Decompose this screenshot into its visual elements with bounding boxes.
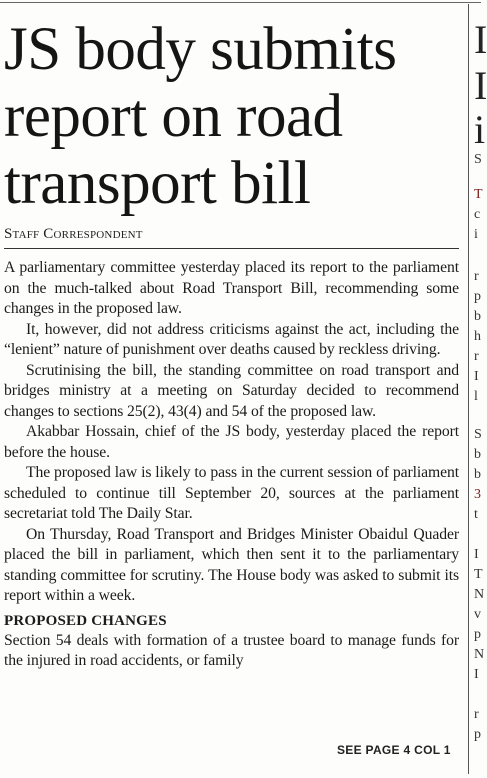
neighbor-fragment: S	[474, 427, 482, 442]
neighbor-fragment: I	[474, 17, 487, 62]
neighbor-fragment: c	[474, 207, 481, 222]
neighbor-fragment: i	[474, 107, 486, 152]
neighbor-fragment: h	[474, 329, 481, 344]
article	[4, 16, 459, 672]
neighbor-fragment: r	[474, 707, 479, 722]
neighbor-fragment: r	[474, 349, 479, 364]
paragraph: Scrutinising the bill, the standing committee on road transport and bridges ministry at a meeting on Saturday decided to recommend changes to sections 25(2), 43(4) and 54 of the proposed law.	[4, 361, 459, 420]
neighbor-fragment: t	[474, 507, 478, 522]
column-divider	[468, 4, 469, 774]
headline: JS body submits report on road transport bill	[4, 16, 397, 217]
neighbor-fragment: b	[474, 447, 481, 462]
neighbor-fragment: v	[474, 607, 481, 622]
paragraph: The proposed law is likely to pass in the current session of parliament scheduled to continue till September 20, sources at the parliament secretariat told The Daily Star.	[4, 464, 459, 522]
neighbor-column	[474, 0, 487, 778]
neighbor-fragment: b	[474, 467, 481, 482]
neighbor-fragment: 3	[474, 487, 481, 502]
neighbor-fragment: b	[474, 309, 481, 324]
neighbor-fragment: T	[474, 567, 483, 582]
continuation-link[interactable]: SEE PAGE 4 COL 1	[337, 743, 451, 757]
neighbor-fragment: l	[474, 389, 478, 404]
neighbor-fragment: I	[474, 547, 479, 562]
neighbor-fragment: r	[474, 269, 479, 284]
neighbor-fragment: N	[474, 587, 485, 602]
byline-rule	[4, 248, 459, 249]
neighbor-fragment: I	[474, 63, 487, 108]
byline: Staff Correspondent	[4, 226, 143, 242]
top-rule	[0, 2, 481, 3]
neighbor-fragment: p	[474, 727, 481, 742]
paragraph: Section 54 deals with formation of a trustee board to manage funds for the injured in road accidents, or family	[4, 631, 459, 669]
paragraph: Akabbar Hossain, chief of the JS body, yesterday placed the report before the house.	[4, 423, 459, 461]
neighbor-fragment: N	[474, 647, 485, 662]
paragraph: On Thursday, Road Transport and Bridges Minister Obaidul Quader placed the bill in parliament, which then sent it to the parliamentary standing committee for scrutiny. The House body was asked to submit its report within a week.	[4, 525, 459, 604]
neighbor-fragment: S	[474, 152, 482, 167]
neighbor-fragment: T	[474, 187, 483, 202]
neighbor-fragment: I	[474, 667, 479, 682]
paragraph: It, however, did not address criticisms against the act, including the “lenient” nature of punishment over deaths caused by reckless driving.	[4, 320, 459, 358]
neighbor-fragment: p	[474, 627, 481, 642]
paragraph: A parliamentary committee yesterday placed its report to the parliament on the much-talked about Road Transport Bill, recommending some changes in the proposed law.	[4, 259, 459, 317]
neighbor-fragment: i	[474, 227, 478, 242]
subheading: PROPOSED CHANGES	[4, 612, 167, 629]
neighbor-fragment: I	[474, 369, 479, 384]
neighbor-fragment: p	[474, 289, 481, 304]
